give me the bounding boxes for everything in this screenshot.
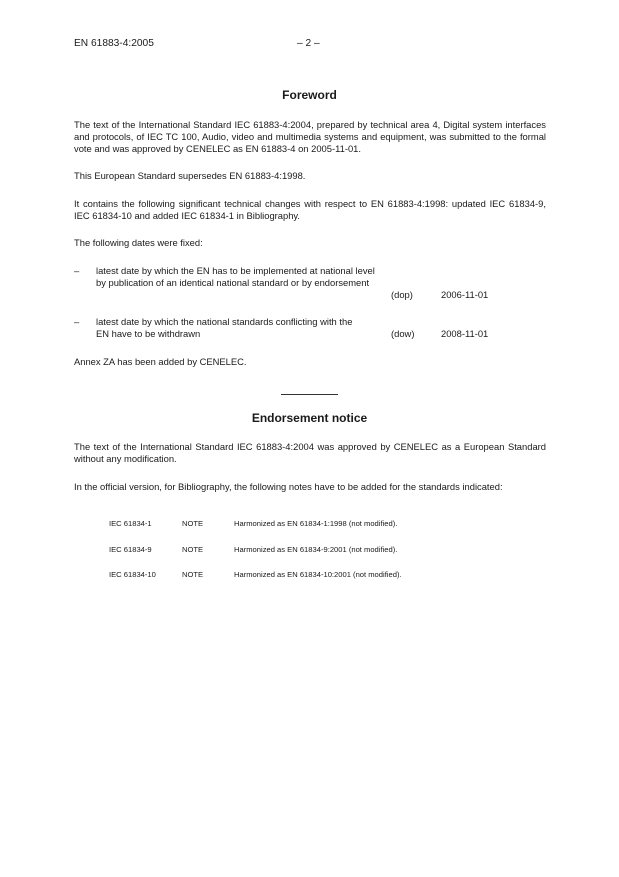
note-standard: IEC 61834-9 (109, 545, 152, 554)
date-value: 2008-11-01 (441, 328, 489, 339)
date-value: 2006-11-01 (441, 289, 489, 300)
page-number: – 2 – (297, 38, 320, 49)
note-label: NOTE (182, 519, 204, 528)
date-description: latest date by which the EN has to be implemented at national level by publication of an identical national standard or by endorsement (96, 265, 375, 288)
foreword-paragraph-5: Annex ZA has been added by CENELEC. (74, 356, 247, 367)
list-dash: – (74, 316, 80, 327)
foreword-paragraph-2: This European Standard supersedes EN 61883-4:1998. (74, 170, 306, 181)
date-code: (dop) (391, 289, 413, 300)
note-text: Harmonized as EN 61834-9:2001 (not modified). (234, 545, 398, 554)
note-text: Harmonized as EN 61834-10:2001 (not modified). (234, 570, 402, 579)
section-divider (281, 394, 338, 395)
foreword-paragraph-3: It contains the following significant technical changes with respect to EN 61883-4:1998: updated IEC 61834-9, IEC 61834-10 and added IEC 61834-1 in Bibliography. (74, 198, 546, 221)
list-dash: – (74, 265, 80, 276)
date-description: latest date by which the national standards conflicting with the EN have to be withdrawn (96, 316, 353, 339)
endorsement-paragraph-1: The text of the International Standard IEC 61883-4:2004 was approved by CENELEC as a European Standard without any modification. (74, 441, 546, 464)
note-standard: IEC 61834-1 (109, 519, 152, 528)
foreword-title: Foreword (282, 88, 337, 102)
foreword-paragraph-4: The following dates were fixed: (74, 237, 203, 248)
note-label: NOTE (182, 545, 204, 554)
foreword-paragraph-1: The text of the International Standard IEC 61883-4:2004, prepared by technical area 4, Digital system interfaces and protocols, of IEC TC 100, Audio, video and multimedia systems and equipment, was submitted to the formal vote and was approved by CENELEC as EN 61883-4 on 2005-11-01. (74, 119, 546, 154)
note-standard: IEC 61834-10 (109, 570, 156, 579)
note-text: Harmonized as EN 61834-1:1998 (not modified). (234, 519, 398, 528)
endorsement-title: Endorsement notice (251, 411, 368, 425)
date-code: (dow) (391, 328, 415, 339)
note-label: NOTE (182, 570, 204, 579)
document-id: EN 61883-4:2005 (74, 38, 154, 49)
endorsement-paragraph-2: In the official version, for Bibliography, the following notes have to be added for the standards indicated: (74, 481, 503, 492)
